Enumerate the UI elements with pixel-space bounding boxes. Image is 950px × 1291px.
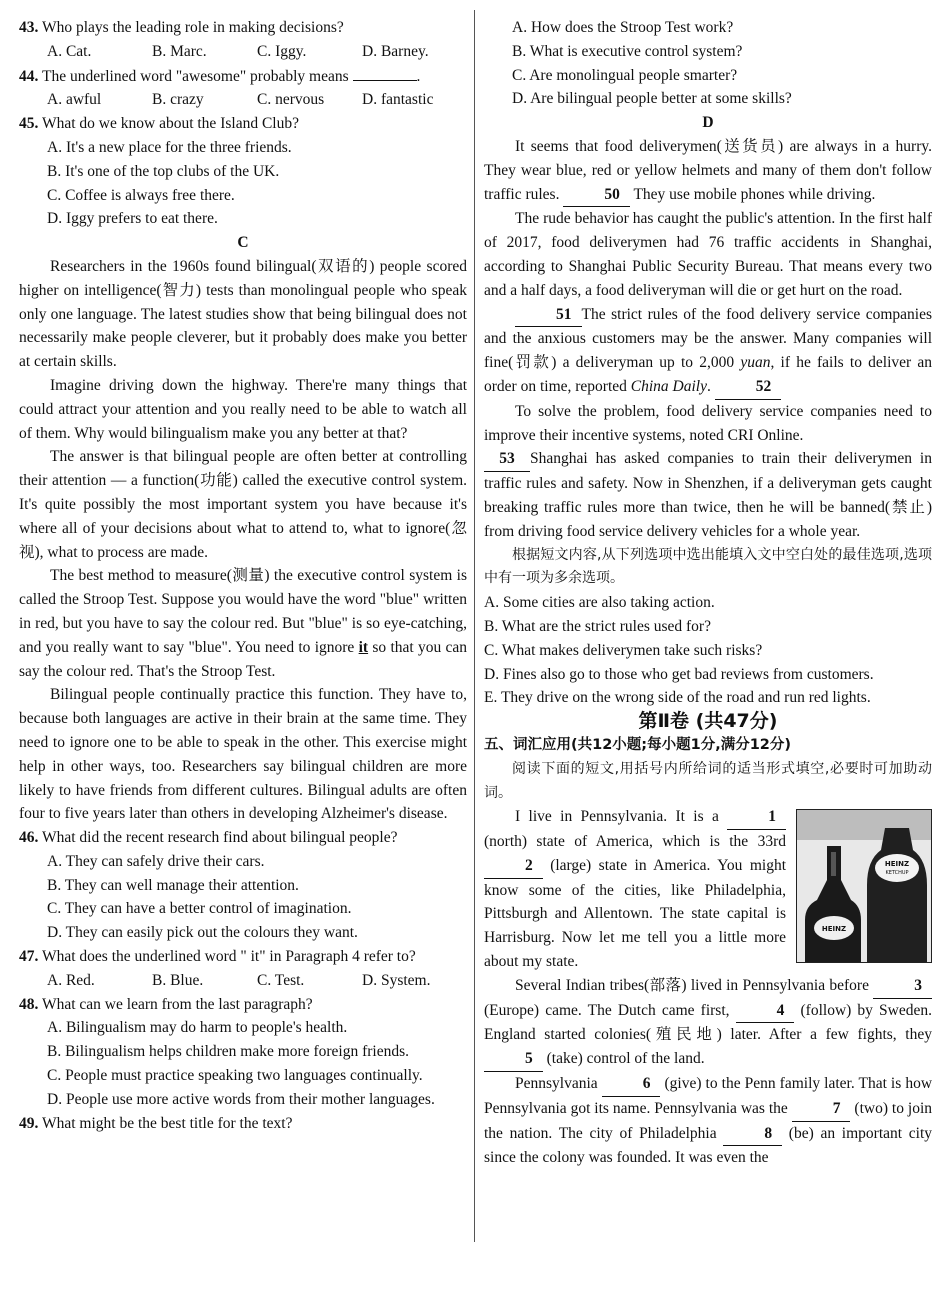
paragraph-text: I live in Pennsylvania. It is a [515, 808, 719, 826]
answer-blank-53[interactable]: 53 [484, 447, 530, 472]
answer-blank-2[interactable]: 2 [484, 854, 543, 879]
answer-blank-50[interactable]: 50 [563, 183, 630, 208]
question-49-options [484, 16, 932, 111]
passage-paragraph: Bilingual people continually practice this function. They have to, because both languages are active in their brain at the same time. They need to ignore one to be able to speak in the other. This exercise might help in other ways, too. Researchers say bilingual children are more likely to have friends from different cultures. Bilingual adults are often four to five years later than others in developing Alzheimer's disease. [19, 686, 467, 823]
underlined-word: it [358, 638, 369, 656]
paragraph-text: (take) control of the land. [546, 1050, 705, 1068]
answer-blank [353, 64, 417, 81]
option[interactable]: A. It's a new place for the three friends. [47, 138, 292, 156]
option[interactable]: C. nervous [257, 91, 325, 109]
question-46 [19, 826, 467, 945]
question-43 [19, 16, 467, 64]
paragraph-text: (large) state in America. You might know some of the cities, like Philadelphia, Pittsburgh and Allentown. The state capital is Harrisburg. Now let me tell you a little more about my state. [484, 856, 787, 971]
question-number: 48. [19, 995, 39, 1013]
ketchup-bottle-photo [796, 809, 932, 963]
paragraph-text: (be) an important city since the colony was founded. It was even the [484, 1124, 933, 1167]
option[interactable]: B. They can well manage their attention. [47, 876, 299, 894]
column-divider [474, 10, 475, 1242]
paragraph-text: Several Indian tribes(部落) lived in Pennsylvania before [515, 976, 869, 994]
question-number: 46. [19, 829, 39, 847]
italic-source: China Daily [630, 377, 707, 395]
option[interactable]: A. How does the Stroop Test work? [512, 19, 734, 36]
passage-paragraph [484, 303, 932, 400]
question-47 [19, 945, 467, 993]
question-number: 49. [19, 1114, 39, 1132]
passage-paragraph: Imagine driving down the highway. There're many things that could attract your attention and you really need to be able to watch all of them. Why would bilingualism make you any better at that? [19, 376, 467, 442]
paragraph-text: (follow) by Sweden. England started colonies(殖民地) later. After a few fights, they [484, 1001, 933, 1044]
passage-paragraph [484, 1072, 932, 1170]
paragraph-text: (north) state of America, which is the 33rd [484, 833, 786, 851]
option[interactable]: A. Bilingualism may do harm to people's health. [47, 1019, 348, 1037]
left-column [19, 16, 467, 1135]
right-column [484, 16, 932, 1170]
answer-blank-3[interactable]: 3 [873, 974, 932, 999]
question-text: What might be the best title for the text? [41, 1114, 293, 1132]
section-heading-c: C [237, 234, 249, 252]
answer-blank-4[interactable]: 4 [736, 999, 795, 1024]
answer-blank-8[interactable]: 8 [723, 1122, 782, 1147]
svg-text:HEINZ: HEINZ [884, 860, 910, 869]
paragraph-text: , if he fails to deliver an order on time, reported [484, 354, 933, 395]
d-options [484, 591, 932, 710]
passage-paragraph [484, 974, 932, 1072]
option[interactable]: B. Bilingualism helps children make more foreign friends. [47, 1043, 410, 1061]
option[interactable]: C. People must practice speaking two languages continually. [47, 1067, 423, 1085]
ketchup-bottle-icon [797, 810, 931, 962]
paragraph-text: The best method to measure(测量) the executive control system is called the Stroop Test. Suppose you would have the word "blue" written in red, but you have to say the colour red. But "blue" is so eye-catching, and you really want to say "blue". You need to ignore [19, 567, 467, 656]
passage-paragraph [19, 564, 467, 683]
question-48 [19, 993, 467, 1112]
option[interactable]: C. What makes deliverymen take such risks? [484, 641, 763, 659]
paragraph-text: The strict rules of the food delivery service companies and the anxious customers may be the answer. Many companies will fine(罚款) a deliveryman up to 2,000 [484, 305, 932, 372]
answer-blank-7[interactable]: 7 [792, 1097, 851, 1122]
option[interactable]: B. Marc. [152, 42, 207, 60]
section-five-title: 五、词汇应用(共12小题;每小题1分,满分12分) [484, 736, 792, 753]
option[interactable]: D. They can easily pick out the colours they want. [47, 924, 358, 942]
question-44 [19, 64, 467, 113]
option[interactable]: A. Cat. [47, 42, 92, 60]
option[interactable]: C. Test. [257, 971, 305, 989]
instruction-text: 阅读下面的短文,用括号内所给词的适当形式填空,必要时可加助动词。 [484, 760, 932, 801]
answer-blank-1[interactable]: 1 [727, 805, 786, 830]
option[interactable]: A. awful [47, 91, 102, 109]
answer-blank-52[interactable]: 52 [715, 375, 782, 400]
option[interactable]: D. Iggy prefers to eat there. [47, 210, 218, 228]
italic-word: yuan [740, 354, 771, 372]
passage-paragraph: Researchers in the 1960s found bilingual(双语的) people scored higher on intelligence(智力) tests than monolingual people who speak only one language. The latest studies show that being bilingual does not necessarily make people cleverer, but it probably does make you better at certain skills. [19, 257, 467, 371]
answer-blank-5[interactable]: 5 [484, 1047, 543, 1072]
option[interactable]: B. What is executive control system? [512, 42, 743, 60]
option[interactable]: C. Coffee is always free there. [47, 186, 235, 204]
option[interactable]: B. What are the strict rules used for? [484, 617, 711, 635]
passage-paragraph [484, 135, 932, 207]
option[interactable]: A. Red. [47, 971, 95, 989]
passage-paragraph [484, 447, 932, 543]
paragraph-text: Pennsylvania [515, 1075, 598, 1093]
question-45 [19, 112, 467, 231]
option[interactable]: A. They can safely drive their cars. [47, 852, 265, 870]
passage-paragraph: The answer is that bilingual people are often better at controlling their attention — a function(功能) called the executive control system. It's quite possibly the most important system you have because it's where all of your decisions about what to attend to, what to ignore(忽视), what to process are made. [19, 448, 467, 561]
paragraph-text: It seems that food deliverymen(送货员) are always in a hurry. They wear blue, red or yellow helmets and many of them don't follow traffic rules. [484, 137, 932, 203]
question-text: What do we know about the Island Club? [41, 115, 299, 133]
question-number: 43. [19, 19, 39, 36]
option[interactable]: D. System. [362, 971, 431, 989]
option[interactable]: D. Are bilingual people better at some skills? [512, 90, 792, 108]
paragraph-text: (Europe) came. The Dutch came first, [484, 1001, 730, 1019]
option[interactable]: D. Barney. [362, 42, 429, 60]
section-heading-d: D [702, 114, 714, 132]
option[interactable]: C. Are monolingual people smarter? [512, 66, 738, 84]
question-text: Who plays the leading role in making decisions? [41, 19, 344, 36]
option[interactable]: B. It's one of the top clubs of the UK. [47, 162, 280, 180]
svg-text:HEINZ: HEINZ [821, 925, 847, 934]
option[interactable]: C. Iggy. [257, 42, 307, 60]
option-row [19, 88, 467, 112]
option[interactable]: D. fantastic [362, 91, 434, 109]
option-row [19, 40, 467, 64]
question-49 [19, 1112, 467, 1136]
option[interactable]: D. Fines also go to those who get bad reviews from customers. [484, 665, 874, 683]
paragraph-text: . [706, 377, 711, 395]
question-number: 45. [19, 115, 39, 133]
paragraph-text: Shanghai has asked companies to train their deliverymen in traffic rules and safety. Now in Shenzhen, if a deliveryman gets caught breaking traffic rules more than twice, then he will be banned(禁止) from driving food service delivery vehicles for a whole year. [484, 450, 932, 540]
instruction-text: 根据短文内容,从下列选项中选出能填入文中空白处的最佳选项,选项中有一项为多余选项。 [484, 546, 932, 587]
passage-paragraph: The rude behavior has caught the public's attention. In the first half of 2017, food deliverymen had 76 traffic accidents in Shanghai, according to Shanghai Public Security Bureau. That means every two and a half days, a food deliveryman will die or get hurt on the road. [484, 210, 932, 299]
question-text: What did the recent research find about bilingual people? [41, 829, 398, 847]
svg-text:KETCHUP: KETCHUP [885, 870, 909, 877]
option[interactable]: D. People use more active words from their mother languages. [47, 1090, 435, 1108]
question-number: 47. [19, 948, 39, 966]
paragraph-text: They use mobile phones while driving. [633, 185, 876, 203]
question-text: What can we learn from the last paragraph? [41, 995, 313, 1013]
passage-paragraph: To solve the problem, food delivery service companies need to improve their incentive systems, noted CRI Online. [484, 402, 932, 444]
paragraph-text: (two) to join the nation. The city of Philadelphia [484, 1099, 933, 1142]
question-text-end: . [416, 67, 421, 85]
part-two-title: 第Ⅱ卷 (共47分) [638, 710, 778, 733]
option[interactable]: B. Blue. [152, 971, 204, 989]
question-number: 44. [19, 67, 39, 85]
option[interactable]: B. crazy [152, 91, 204, 109]
question-text: The underlined word "awesome" probably means [41, 67, 349, 85]
option[interactable]: A. Some cities are also taking action. [484, 594, 715, 612]
option[interactable]: C. They can have a better control of imagination. [47, 900, 352, 918]
paragraph-text: so that you can say the colour red. That's the Stroop Test. [19, 638, 468, 680]
question-text: What does the underlined word " it" in Paragraph 4 refer to? [41, 948, 416, 966]
answer-blank-51[interactable]: 51 [515, 303, 582, 328]
paragraph-text: (give) to the Penn family later. That is how Pennsylvania got its name. Pennsylvania was the [484, 1075, 933, 1117]
option[interactable]: E. They drive on the wrong side of the road and run red lights. [484, 689, 871, 707]
answer-blank-6[interactable]: 6 [602, 1072, 661, 1097]
option-row [19, 969, 467, 993]
